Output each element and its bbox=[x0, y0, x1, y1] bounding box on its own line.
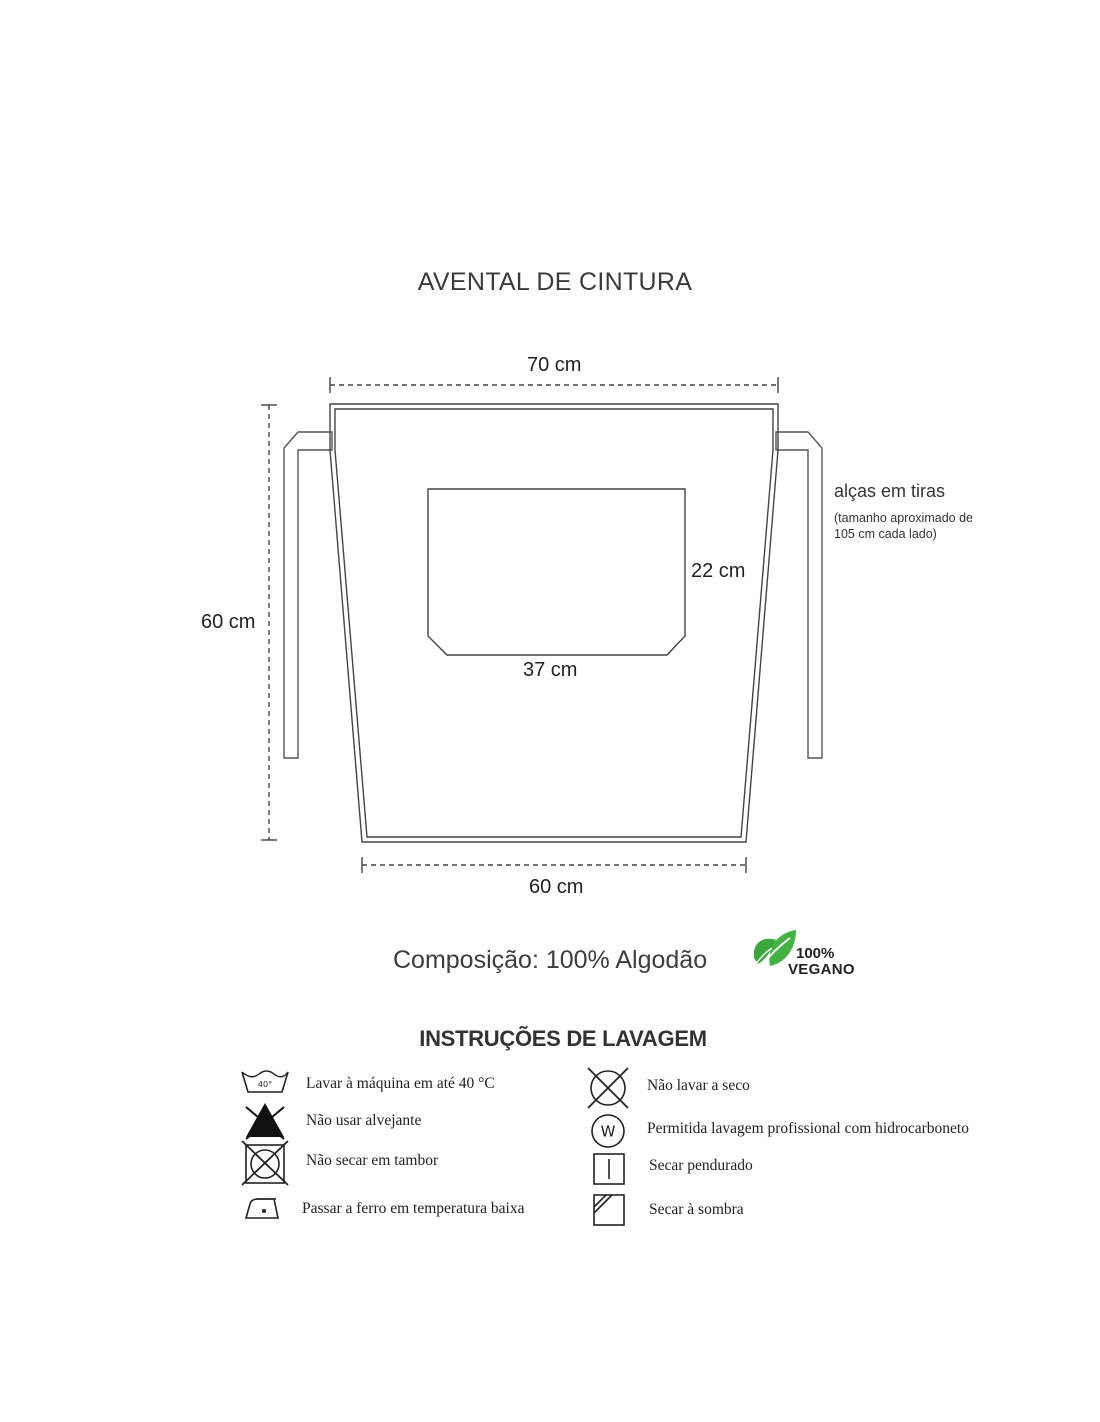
straps-note-line1: (tamanho aproximado de bbox=[834, 511, 973, 525]
wet-clean-letter: W bbox=[600, 1122, 616, 1141]
height-label: 60 cm bbox=[201, 611, 256, 633]
top-width-dimension bbox=[330, 377, 778, 393]
bottom-width-dimension bbox=[362, 857, 746, 873]
top-width-label: 70 cm bbox=[527, 354, 582, 376]
straps-label: alças em tiras bbox=[834, 481, 946, 501]
apron-body bbox=[330, 404, 778, 842]
pocket-height-label: 22 cm bbox=[691, 560, 746, 582]
no-bleach-icon bbox=[242, 1101, 288, 1141]
no-dry-clean-icon bbox=[584, 1066, 632, 1110]
height-dimension bbox=[261, 405, 277, 840]
care-label-no-dry-clean: Não lavar a seco bbox=[647, 1077, 750, 1094]
care-label-professional-wet-clean: Permitida lavagem profissional com hidrocarboneto bbox=[647, 1120, 969, 1137]
care-label-wash-40: Lavar à máquina em até 40 °C bbox=[306, 1075, 495, 1092]
dry-in-shade-icon bbox=[592, 1193, 626, 1227]
care-label-iron-low: Passar a ferro em temperatura baixa bbox=[302, 1200, 525, 1217]
no-tumble-dry-icon bbox=[241, 1140, 289, 1186]
wash-40-icon bbox=[240, 1066, 290, 1096]
washing-instructions-title: INSTRUÇÕES DE LAVAGEM bbox=[419, 1026, 707, 1051]
vegan-badge-percent: 100% bbox=[796, 945, 835, 962]
professional-wet-clean-icon bbox=[589, 1112, 627, 1150]
composition-text: Composição: 100% Algodão bbox=[393, 946, 708, 974]
iron-low-icon bbox=[242, 1196, 290, 1222]
vegan-badge-word: VEGANO bbox=[788, 961, 855, 978]
care-label-no-tumble-dry: Não secar em tambor bbox=[306, 1152, 439, 1169]
straps-note-line2: 105 cm cada lado) bbox=[834, 527, 937, 541]
bottom-width-label: 60 cm bbox=[529, 876, 584, 898]
care-label-no-bleach: Não usar alvejante bbox=[306, 1112, 422, 1129]
line-dry-icon bbox=[592, 1152, 626, 1186]
pocket bbox=[428, 489, 685, 655]
pocket-width-label: 37 cm bbox=[523, 659, 578, 681]
care-label-dry-in-shade: Secar à sombra bbox=[649, 1201, 744, 1218]
page-title: AVENTAL DE CINTURA bbox=[417, 268, 693, 296]
care-label-line-dry: Secar pendurado bbox=[649, 1157, 753, 1174]
straps-note bbox=[834, 510, 994, 542]
wash-temperature: 40° bbox=[257, 1080, 273, 1089]
right-strap bbox=[776, 432, 822, 758]
left-strap bbox=[284, 432, 332, 758]
